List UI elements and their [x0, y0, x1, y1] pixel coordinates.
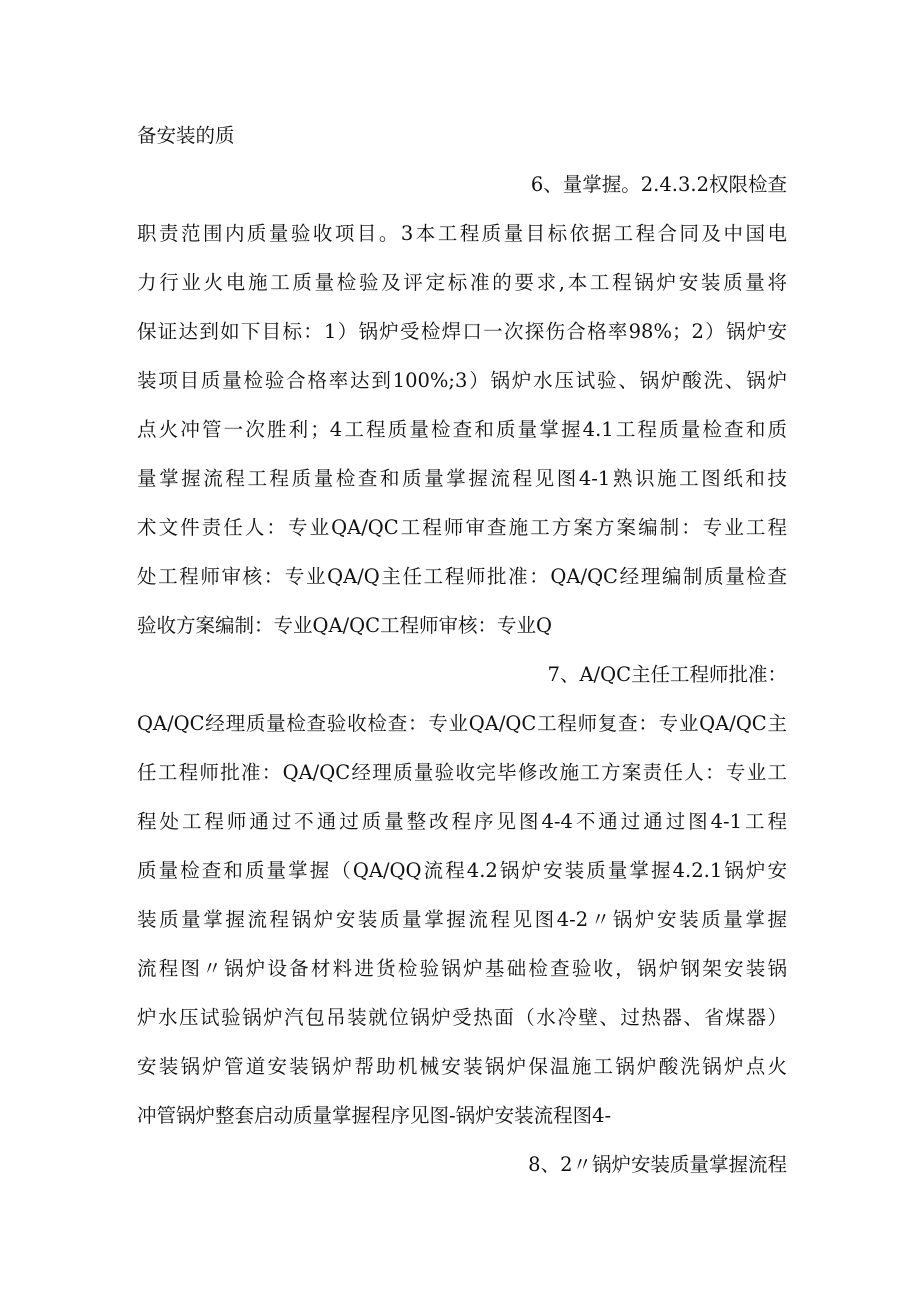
text-line-10: 处工程师审核：专业QA/Q主任工程师批准：QA/QC经理编制质量检查	[137, 565, 787, 588]
section-heading-6: 6、量掌握。2.4.3.2权限检查	[530, 173, 787, 196]
text-line-13: QA/QC经理质量检查验收检查：专业QA/QC工程师复查：专业QA/QC主	[137, 712, 787, 735]
text-line-21: 冲管锅炉整套启动质量掌握程序见图-锅炉安装流程图4-	[137, 1104, 612, 1127]
text-line-11: 验收方案编制：专业QA/QC工程师审核：专业Q	[137, 614, 553, 637]
text-line-6: 装项目质量检验合格率达到100%;3）锅炉水压试验、锅炉酸洗、锅炉	[137, 369, 787, 392]
text-line-14: 任工程师批准：QA/QC经理质量验收完毕修改施工方案责任人：专业工	[137, 761, 787, 784]
section-heading-7: 7、A/QC主任工程师批准：	[547, 663, 787, 686]
text-line-3: 职责范围内质量验收项目。3本工程质量目标依据工程合同及中国电	[137, 222, 787, 245]
text-line-7: 点火冲管一次胜利；4工程质量检查和质量掌握4.1工程质量检查和质	[137, 418, 787, 441]
text-line-18: 流程图〃锅炉设备材料进货检验锅炉基础检查验收，锅炉钢架安装锅	[137, 957, 787, 980]
text-line-17: 装质量掌握流程锅炉安装质量掌握流程见图4-2〃锅炉安装质量掌握	[137, 908, 787, 931]
text-line-16: 质量检查和质量掌握（QA/QQ流程4.2锅炉安装质量掌握4.2.1锅炉安	[137, 859, 787, 882]
text-line-20: 安装锅炉管道安装锅炉帮助机械安装锅炉保温施工锅炉酸洗锅炉点火	[137, 1055, 787, 1078]
text-line-1: 备安装的质	[137, 124, 235, 147]
text-line-9: 术文件责任人：专业QA/QC工程师审查施工方案方案编制：专业工程	[137, 516, 787, 539]
text-line-19: 炉水压试验锅炉汽包吊装就位锅炉受热面（水冷壁、过热器、省煤器）	[137, 1006, 787, 1029]
text-line-8: 量掌握流程工程质量检查和质量掌握流程见图4-1熟识施工图纸和技	[137, 467, 787, 490]
text-line-15: 程处工程师通过不通过质量整改程序见图4-4不通过通过图4-1工程	[137, 810, 787, 833]
text-line-4: 力行业火电施工质量检验及评定标准的要求,本工程锅炉安装质量将	[137, 271, 787, 294]
section-heading-8: 8、2〃锅炉安装质量掌握流程	[528, 1153, 787, 1176]
text-line-5: 保证达到如下目标：1）锅炉受检焊口一次探伤合格率98%；2）锅炉安	[137, 320, 787, 343]
